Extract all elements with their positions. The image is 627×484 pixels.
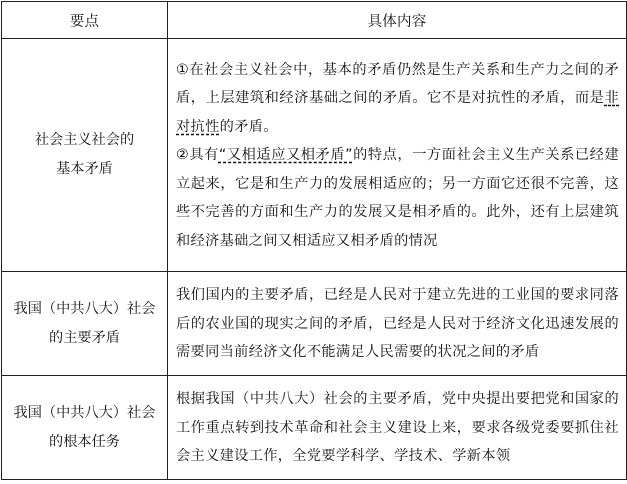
table-header-row (2, 2, 627, 39)
table-row (2, 39, 627, 272)
row-point-line: 社会主义社会的 (34, 132, 135, 148)
row-content-cell (168, 39, 627, 272)
row-point-cell (2, 39, 168, 272)
header-point: 要点 (2, 2, 168, 39)
content-text: ①在社会主义社会中，基本的矛盾仍然是生产关系和生产力之间的矛盾，上层建筑和经济基础之间的矛盾。它不是对抗性的矛盾，而是 (176, 61, 619, 107)
content-paragraph-1 (176, 56, 619, 142)
header-content: 具体内容 (168, 2, 627, 39)
table-row (2, 376, 627, 480)
knowledge-table-container (1, 1, 626, 480)
row-point-line: 的根本任务 (49, 433, 120, 450)
row-point-line: 我国（中共八大）社会 (13, 404, 156, 421)
row-content-cell: 根据我国（中共八大）社会的主要矛盾，党中央提出要把党和国家的工作重点转到技术革命和社会主义建设上来，要求各级党委要抓住社会主义建设工作，全党要学科学、学技术、学新本领 (168, 376, 627, 480)
underlined-term: “又相适应又相矛盾” (218, 147, 353, 164)
table-row (2, 272, 627, 376)
content-text: 的特点，一方面社会主义生产关系已经建立起来，它是和生产力的发展相适应的；另一方面它还很不完善，这些不完善的方面和生产力的发展又是相矛盾的。此外，还有上层建筑和经济基础之间又相适应又相矛盾的情况 (176, 147, 619, 249)
knowledge-table (1, 1, 627, 480)
row-point-cell (2, 376, 168, 480)
content-text: 的矛盾。 (219, 118, 278, 135)
content-paragraph-2 (176, 141, 619, 255)
row-point-line: 的主要矛盾 (49, 329, 120, 346)
row-point-line: 我国（中共八大）社会 (13, 300, 156, 317)
row-content-cell: 我们国内的主要矛盾，已经是人民对于建立先进的工业国的要求同落后的农业国的现实之间的矛盾，已经是人民对于经济文化迅速发展的需要同当前经济文化不能满足人民需要的状况之间的矛盾 (168, 272, 627, 376)
underlined-term: 非对抗性 (176, 90, 619, 135)
row-point-cell (2, 272, 168, 376)
content-text: ②具有 (176, 147, 219, 164)
row-point-line: 基本矛盾 (56, 161, 113, 177)
